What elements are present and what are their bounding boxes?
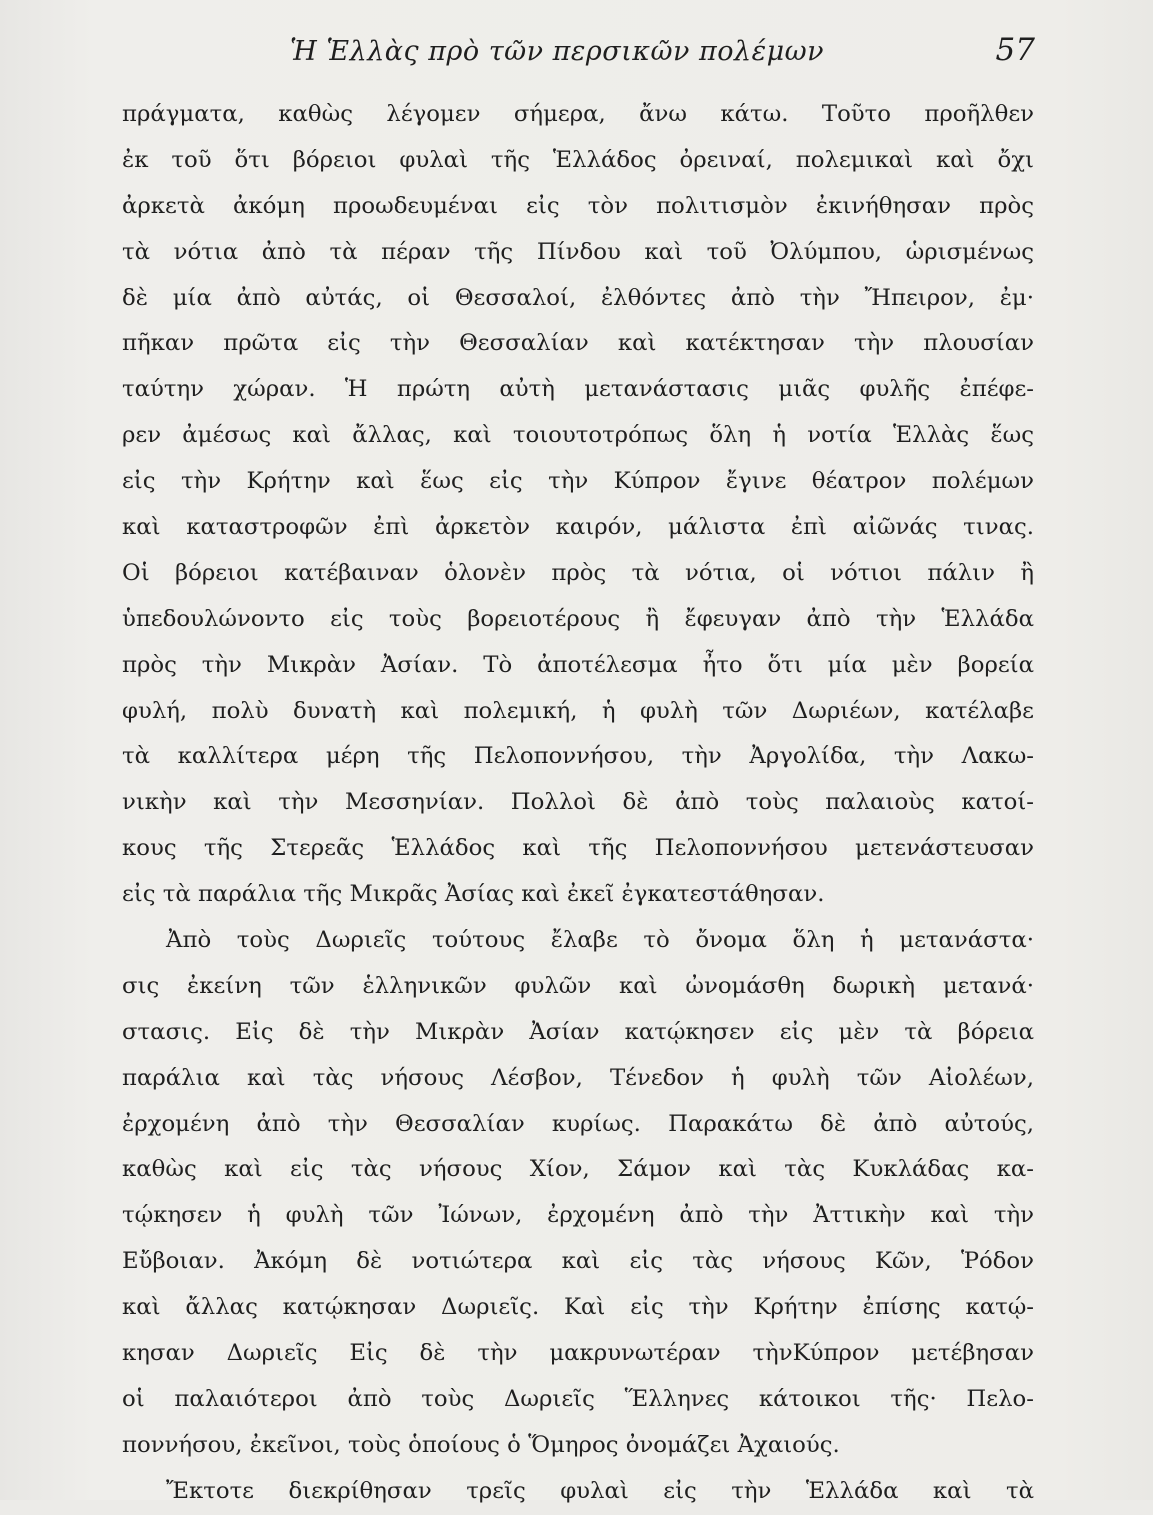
text-line: καθὼς καὶ εἰς τὰς νήσους Χίον, Σάμον καὶ τὰς Κυκλάδας κα- xyxy=(122,1156,1034,1183)
text-line: στασις. Εἰς δὲ τὴν Μικρὰν Ἀσίαν κατῴκησεν εἰς μὲν τὰ βόρεια xyxy=(122,1018,1034,1045)
text-line: πρὸς τὴν Μικρὰν Ἀσίαν. Τὸ ἀποτέλεσμα ἦτο ὅτι μία μὲν βορεία xyxy=(122,651,1034,678)
page-header xyxy=(120,30,1035,80)
text-line: οἱ παλαιότεροι ἀπὸ τοὺς Δωριεῖς Ἕλληνες κάτοικοι τῆς· Πελο- xyxy=(122,1385,1034,1412)
text-line: τὰ καλλίτερα μέρη τῆς Πελοποννήσου, τὴν Ἀργολίδα, τὴν Λακω- xyxy=(122,743,1034,770)
running-title: Ἡ Ἑλλὰς πρὸ τῶν περσικῶν πολέμων xyxy=(290,36,825,67)
text-line: ταύτην χώραν. Ἡ πρώτη αὐτὴ μετανάστασις μιᾶς φυλῆς ἐπέφε- xyxy=(122,376,1034,403)
text-line: Εὔβοιαν. Ἀκόμη δὲ νοτιώτερα καὶ εἰς τὰς νήσους Κῶν, Ῥόδον xyxy=(122,1248,1034,1275)
text-line: καὶ καταστροφῶν ἐπὶ ἀρκετὸν καιρόν, μάλιστα ἐπὶ αἰῶνάς τινας. xyxy=(122,514,1034,541)
text-line: Ἔκτοτε διεκρίθησαν τρεῖς φυλαὶ εἰς τὴν Ἑλλάδα καὶ τὰ xyxy=(166,1477,1034,1504)
text-line: παράλια καὶ τὰς νήσους Λέσβον, Τένεδον ἡ φυλὴ τῶν Αἰολέων, xyxy=(122,1064,1034,1091)
text-line: καὶ ἄλλας κατῴκησαν Δωριεῖς. Καὶ εἰς τὴν Κρήτην ἐπίσης κατῴ- xyxy=(122,1294,1034,1321)
page-number: 57 xyxy=(995,32,1035,68)
text-line: κους τῆς Στερεᾶς Ἑλλάδος καὶ τῆς Πελοποννήσου μετενάστευσαν xyxy=(122,835,1034,862)
text-line: τῴκησεν ἡ φυλὴ τῶν Ἰώνων, ἐρχομένη ἀπὸ τὴν Ἀττικὴν καὶ τὴν xyxy=(122,1202,1034,1229)
text-line: φυλή, πολὺ δυνατὴ καὶ πολεμική, ἡ φυλὴ τῶν Δωριέων, κατέλαβε xyxy=(122,697,1034,724)
text-line: ρεν ἀμέσως καὶ ἄλλας, καὶ τοιουτοτρόπως ὅλη ἡ νοτία Ἑλλὰς ἕως xyxy=(122,422,1034,449)
text-line: πράγματα, καθὼς λέγομεν σήμερα, ἄνω κάτω. Τοῦτο προῆλθεν xyxy=(122,101,1034,127)
text-line: Οἱ βόρειοι κατέβαιναν ὁλονὲν πρὸς τὰ νότια, οἱ νότιοι πάλιν ἢ xyxy=(122,559,1034,586)
text-line: κησαν Δωριεῖς Εἰς δὲ τὴν μακρυνωτέραν τὴνΚύπρον μετέβησαν xyxy=(122,1340,1034,1367)
text-line: τὰ νότια ἀπὸ τὰ πέραν τῆς Πίνδου καὶ τοῦ Ὀλύμπου, ὡρισμένως xyxy=(122,238,1034,265)
text-line: ἀρκετὰ ἀκόμη προωδευμέναι εἰς τὸν πολιτισμὸν ἐκινήθησαν πρὸς xyxy=(122,192,1034,219)
text-line: εἰς τὰ παράλια τῆς Μικρᾶς Ἀσίας καὶ ἐκεῖ ἐγκατεστάθησαν. xyxy=(122,881,825,908)
text-line: εἰς τὴν Κρήτην καὶ ἕως εἰς τὴν Κύπρον ἔγινε θέατρον πολέμων xyxy=(122,468,1034,495)
text-line: νικὴν καὶ τὴν Μεσσηνίαν. Πολλοὶ δὲ ἀπὸ τοὺς παλαιοὺς κατοί- xyxy=(122,789,1034,816)
text-line: ἐκ τοῦ ὅτι βόρειοι φυλαὶ τῆς Ἑλλάδος ὀρειναί, πολεμικαὶ καὶ ὄχι xyxy=(122,146,1034,173)
text-line: δὲ μία ἀπὸ αὐτάς, οἱ Θεσσαλοί, ἐλθόντες ἀπὸ τὴν Ἤπειρον, ἐμ· xyxy=(122,284,1034,311)
text-line: σις ἐκείνη τῶν ἑλληνικῶν φυλῶν καὶ ὠνομάσθη δωρικὴ μετανά· xyxy=(122,972,1034,999)
text-line: ἐρχομένη ἀπὸ τὴν Θεσσαλίαν κυρίως. Παρακάτω δὲ ἀπὸ αὐτούς, xyxy=(122,1110,1034,1137)
text-line: πῆκαν πρῶτα εἰς τὴν Θεσσαλίαν καὶ κατέκτησαν τὴν πλουσίαν xyxy=(122,330,1034,357)
text-line: Ἀπὸ τοὺς Δωριεῖς τούτους ἔλαβε τὸ ὄνομα ὅλη ἡ μετανάστα· xyxy=(166,927,1034,954)
body-text xyxy=(122,92,1034,1515)
text-line: ὑπεδουλώνοντο εἰς τοὺς βορειοτέρους ἢ ἔφευγαν ἀπὸ τὴν Ἑλλάδα xyxy=(122,605,1034,632)
text-line: ποννήσου, ἐκεῖνοι, τοὺς ὁποίους ὁ Ὅμηρος ὀνομάζει Ἀχαιούς. xyxy=(122,1431,840,1458)
